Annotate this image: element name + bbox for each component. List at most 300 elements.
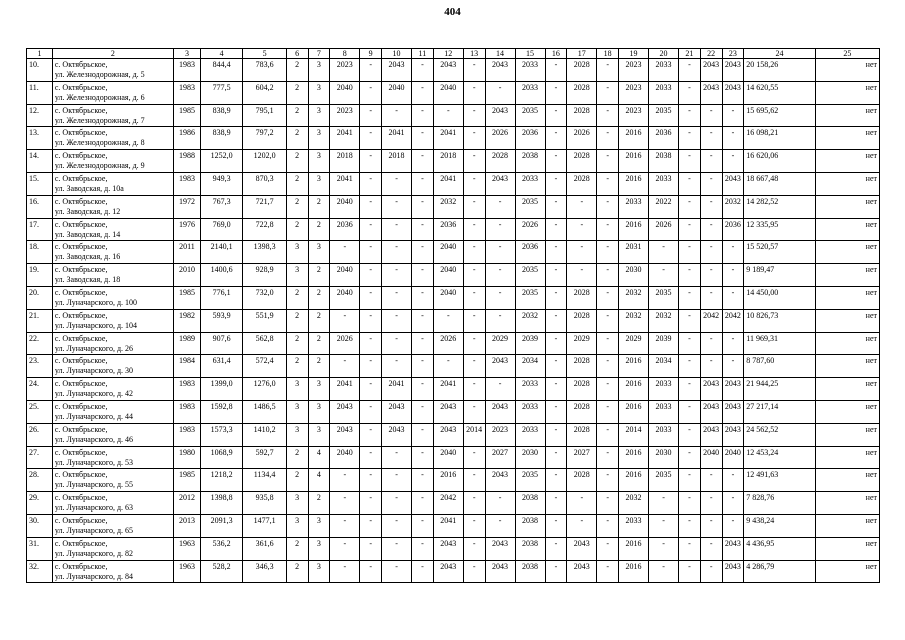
data-cell: нет <box>815 81 879 104</box>
data-cell: 3 <box>308 150 330 173</box>
address-line-1: с. Октябрьское, <box>54 128 108 138</box>
data-cell: 2035 <box>515 195 545 218</box>
data-cell: - <box>722 514 744 537</box>
data-cell: 2023 <box>619 81 649 104</box>
data-cell: 2039 <box>515 332 545 355</box>
data-cell: 3 <box>308 514 330 537</box>
data-cell: 721,7 <box>243 195 286 218</box>
address-line-2: ул. Железнодорожная, д. 6 <box>54 92 145 102</box>
data-cell: 2010 <box>173 264 200 287</box>
data-cell: - <box>597 264 619 287</box>
table-row <box>27 309 880 332</box>
data-cell: 2016 <box>619 150 649 173</box>
data-cell: 2041 <box>330 172 360 195</box>
data-cell: 9 438,24 <box>744 514 815 537</box>
housing-repair-table <box>26 48 880 583</box>
data-cell: - <box>700 560 722 583</box>
data-cell: 1963 <box>173 537 200 560</box>
data-cell: 2034 <box>515 355 545 378</box>
data-cell: - <box>649 514 679 537</box>
data-cell: - <box>679 195 701 218</box>
data-cell: 528,2 <box>200 560 242 583</box>
data-cell: 2043 <box>330 400 360 423</box>
data-cell: 604,2 <box>243 81 286 104</box>
address-cell <box>52 560 173 583</box>
data-cell: 12 335,95 <box>744 218 815 241</box>
data-cell: 2043 <box>567 560 597 583</box>
data-cell: 2041 <box>433 127 463 150</box>
address-cell <box>52 127 173 150</box>
data-cell: - <box>722 355 744 378</box>
address-line-2: ул. Луначарского, д. 53 <box>54 457 134 467</box>
data-cell: 2 <box>286 309 308 332</box>
column-header: 5 <box>243 49 286 59</box>
data-cell: - <box>382 241 412 264</box>
data-cell: - <box>330 492 360 515</box>
data-cell: 593,9 <box>200 309 242 332</box>
column-header: 6 <box>286 49 308 59</box>
data-cell: - <box>567 218 597 241</box>
address-line-2: ул. Железнодорожная, д. 9 <box>54 161 145 171</box>
data-cell: - <box>597 59 619 82</box>
data-cell: 2 <box>286 446 308 469</box>
data-cell: 15 695,62 <box>744 104 815 127</box>
data-cell: 2016 <box>619 378 649 401</box>
data-cell: - <box>360 150 382 173</box>
address-line-2: ул. Заводская, д. 16 <box>54 252 121 262</box>
data-cell: - <box>360 241 382 264</box>
data-cell: 2014 <box>463 423 485 446</box>
data-cell: - <box>700 492 722 515</box>
data-cell: - <box>463 560 485 583</box>
data-cell: 3 <box>308 241 330 264</box>
data-cell: 2028 <box>567 469 597 492</box>
data-cell: 2028 <box>567 81 597 104</box>
data-cell: - <box>597 218 619 241</box>
data-cell: - <box>485 195 515 218</box>
data-cell: - <box>360 378 382 401</box>
data-cell: 2041 <box>330 127 360 150</box>
data-cell: 631,4 <box>200 355 242 378</box>
address-line-1: с. Октябрьское, <box>54 196 108 206</box>
data-cell: - <box>485 309 515 332</box>
data-cell: - <box>679 400 701 423</box>
column-header: 20 <box>649 49 679 59</box>
data-cell: 3 <box>308 560 330 583</box>
data-cell: - <box>360 514 382 537</box>
address-cell <box>52 537 173 560</box>
data-cell: - <box>722 241 744 264</box>
data-cell: - <box>679 172 701 195</box>
data-cell: - <box>360 332 382 355</box>
column-header: 8 <box>330 49 360 59</box>
data-cell: 2023 <box>619 59 649 82</box>
data-cell: 2014 <box>619 423 649 446</box>
table-row <box>27 127 880 150</box>
data-cell: 949,3 <box>200 172 242 195</box>
data-cell: - <box>700 127 722 150</box>
data-cell: - <box>722 469 744 492</box>
data-cell: 2041 <box>433 378 463 401</box>
column-header: 7 <box>308 49 330 59</box>
data-cell: - <box>545 400 567 423</box>
address-line-1: с. Октябрьское, <box>54 538 108 548</box>
data-cell: - <box>463 81 485 104</box>
data-cell: - <box>412 400 434 423</box>
data-cell: - <box>700 104 722 127</box>
data-cell: 2016 <box>619 127 649 150</box>
data-cell: - <box>330 309 360 332</box>
data-cell: 2043 <box>433 560 463 583</box>
data-cell: 2035 <box>649 469 679 492</box>
data-cell: - <box>545 332 567 355</box>
data-cell: - <box>679 81 701 104</box>
address-cell <box>52 469 173 492</box>
data-cell: 2036 <box>722 218 744 241</box>
data-cell: 15 520,57 <box>744 241 815 264</box>
table-row <box>27 446 880 469</box>
data-cell: - <box>382 560 412 583</box>
data-cell: - <box>360 355 382 378</box>
row-number: 14. <box>27 150 53 173</box>
row-number: 25. <box>27 400 53 423</box>
data-cell: - <box>382 309 412 332</box>
data-cell: - <box>545 172 567 195</box>
address-line-1: с. Октябрьское, <box>54 561 108 571</box>
data-cell: - <box>412 378 434 401</box>
data-cell: 2042 <box>433 492 463 515</box>
data-cell: 777,5 <box>200 81 242 104</box>
data-cell: - <box>463 150 485 173</box>
data-cell: нет <box>815 355 879 378</box>
data-cell: 2032 <box>722 195 744 218</box>
data-cell: 2043 <box>485 355 515 378</box>
data-cell: 2043 <box>700 400 722 423</box>
data-cell: 2035 <box>649 104 679 127</box>
data-cell: 14 282,52 <box>744 195 815 218</box>
column-header: 1 <box>27 49 53 59</box>
data-cell: - <box>485 81 515 104</box>
data-cell: 2040 <box>382 81 412 104</box>
data-cell: 2 <box>308 332 330 355</box>
data-cell: 1985 <box>173 104 200 127</box>
address-cell <box>52 423 173 446</box>
data-cell: 1984 <box>173 355 200 378</box>
data-cell: 1573,3 <box>200 423 242 446</box>
data-cell: 1398,8 <box>200 492 242 515</box>
data-cell: - <box>412 150 434 173</box>
data-cell: 722,8 <box>243 218 286 241</box>
data-cell: 536,2 <box>200 537 242 560</box>
data-cell: 2016 <box>619 172 649 195</box>
data-cell: - <box>679 127 701 150</box>
data-cell: 2042 <box>700 309 722 332</box>
address-line-2: ул. Луначарского, д. 55 <box>54 480 134 490</box>
data-cell: 4 <box>308 446 330 469</box>
data-cell: 2016 <box>619 400 649 423</box>
data-cell: 2023 <box>330 59 360 82</box>
data-cell: - <box>485 286 515 309</box>
data-cell: 2 <box>308 195 330 218</box>
data-cell: 2041 <box>382 127 412 150</box>
address-line-1: с. Октябрьское, <box>54 401 108 411</box>
data-cell: - <box>567 492 597 515</box>
data-cell: 2 <box>286 104 308 127</box>
data-cell: 2028 <box>567 150 597 173</box>
data-cell: 2028 <box>567 378 597 401</box>
data-cell: 2038 <box>515 514 545 537</box>
data-cell: - <box>433 104 463 127</box>
data-cell: - <box>463 59 485 82</box>
data-cell: 2039 <box>649 332 679 355</box>
data-cell: - <box>649 241 679 264</box>
data-cell: 2032 <box>433 195 463 218</box>
row-number: 17. <box>27 218 53 241</box>
row-number: 19. <box>27 264 53 287</box>
data-cell: - <box>545 81 567 104</box>
address-line-1: с. Октябрьское, <box>54 310 108 320</box>
data-cell: - <box>412 241 434 264</box>
data-cell: - <box>463 378 485 401</box>
data-cell: 8 787,60 <box>744 355 815 378</box>
data-cell: 2032 <box>515 309 545 332</box>
data-cell: 2140,1 <box>200 241 242 264</box>
data-cell: 2033 <box>515 400 545 423</box>
data-cell: - <box>679 560 701 583</box>
data-cell: - <box>700 172 722 195</box>
data-cell: нет <box>815 537 879 560</box>
address-line-2: ул. Луначарского, д. 82 <box>54 548 134 558</box>
data-cell: 2 <box>308 218 330 241</box>
data-cell: 1218,2 <box>200 469 242 492</box>
data-cell: 2016 <box>619 537 649 560</box>
address-line-1: с. Октябрьское, <box>54 242 108 252</box>
address-line-2: ул. Заводская, д. 10а <box>54 183 124 193</box>
data-cell: 16 098,21 <box>744 127 815 150</box>
address-line-2: ул. Луначарского, д. 30 <box>54 366 134 376</box>
data-cell: - <box>597 492 619 515</box>
data-cell: 21 944,25 <box>744 378 815 401</box>
data-cell: - <box>722 286 744 309</box>
data-cell: 3 <box>286 423 308 446</box>
table-row <box>27 514 880 537</box>
data-cell: 2034 <box>649 355 679 378</box>
data-cell: 2035 <box>515 286 545 309</box>
data-cell: 2041 <box>330 378 360 401</box>
data-cell: 2043 <box>722 560 744 583</box>
address-line-1: с. Октябрьское, <box>54 265 108 275</box>
column-header: 3 <box>173 49 200 59</box>
data-cell: 2018 <box>433 150 463 173</box>
data-cell: 2016 <box>619 560 649 583</box>
data-cell: 2043 <box>722 172 744 195</box>
data-cell: - <box>360 446 382 469</box>
data-cell: - <box>330 537 360 560</box>
data-cell: 4 286,79 <box>744 560 815 583</box>
data-cell: 2043 <box>382 423 412 446</box>
data-cell: - <box>412 423 434 446</box>
data-cell: 844,4 <box>200 59 242 82</box>
data-cell: 1985 <box>173 469 200 492</box>
data-cell: 2043 <box>485 59 515 82</box>
data-cell: нет <box>815 332 879 355</box>
data-cell: 18 667,48 <box>744 172 815 195</box>
data-cell: 1988 <box>173 150 200 173</box>
data-cell: 2036 <box>433 218 463 241</box>
data-cell: - <box>360 492 382 515</box>
data-cell: 2026 <box>515 218 545 241</box>
data-cell: - <box>463 537 485 560</box>
data-cell: 2042 <box>722 309 744 332</box>
data-cell: - <box>485 492 515 515</box>
data-cell: - <box>412 492 434 515</box>
data-cell: 2 <box>286 332 308 355</box>
data-cell: 2043 <box>700 59 722 82</box>
column-number-header-row <box>27 49 880 59</box>
data-cell: - <box>700 537 722 560</box>
data-cell: 3 <box>308 172 330 195</box>
data-cell: 2040 <box>330 81 360 104</box>
data-cell: 2033 <box>649 172 679 195</box>
data-cell: 2043 <box>485 560 515 583</box>
address-cell <box>52 264 173 287</box>
data-cell: - <box>679 492 701 515</box>
address-line-1: с. Октябрьское, <box>54 151 108 161</box>
data-cell: - <box>722 264 744 287</box>
data-cell: - <box>545 469 567 492</box>
data-cell: - <box>463 286 485 309</box>
data-cell: 2028 <box>485 150 515 173</box>
data-cell: 767,3 <box>200 195 242 218</box>
data-cell: - <box>649 560 679 583</box>
row-number: 13. <box>27 127 53 150</box>
data-cell: - <box>597 560 619 583</box>
data-cell: - <box>545 560 567 583</box>
address-line-2: ул. Луначарского, д. 26 <box>54 343 134 353</box>
address-line-2: ул. Луначарского, д. 84 <box>54 571 134 581</box>
data-cell: - <box>722 150 744 173</box>
data-cell: - <box>330 514 360 537</box>
data-cell: 2043 <box>485 172 515 195</box>
data-cell: 1486,5 <box>243 400 286 423</box>
address-line-1: с. Октябрьское, <box>54 333 108 343</box>
data-cell: нет <box>815 150 879 173</box>
table-row <box>27 492 880 515</box>
data-cell: 2018 <box>330 150 360 173</box>
data-cell: 2036 <box>330 218 360 241</box>
data-cell: - <box>433 309 463 332</box>
data-cell: - <box>700 264 722 287</box>
address-line-2: ул. Луначарского, д. 44 <box>54 411 134 421</box>
data-cell: 2032 <box>649 309 679 332</box>
data-cell: 2 <box>308 309 330 332</box>
data-cell: 1985 <box>173 286 200 309</box>
data-cell: - <box>597 286 619 309</box>
data-cell: - <box>382 264 412 287</box>
data-cell: 2040 <box>330 446 360 469</box>
data-cell: 2043 <box>567 537 597 560</box>
data-cell: 2013 <box>173 514 200 537</box>
data-cell: 2040 <box>433 264 463 287</box>
data-cell: - <box>463 492 485 515</box>
data-cell: - <box>412 446 434 469</box>
data-cell: 9 189,47 <box>744 264 815 287</box>
data-cell: 572,4 <box>243 355 286 378</box>
data-cell: 1983 <box>173 59 200 82</box>
data-cell: - <box>412 59 434 82</box>
data-cell: 2043 <box>330 423 360 446</box>
column-header: 17 <box>567 49 597 59</box>
data-cell: 2033 <box>515 81 545 104</box>
data-cell: 2030 <box>515 446 545 469</box>
data-cell: 2 <box>286 469 308 492</box>
table-row <box>27 172 880 195</box>
data-cell: 1134,4 <box>243 469 286 492</box>
data-cell: - <box>649 492 679 515</box>
data-cell: - <box>412 218 434 241</box>
data-cell: 1972 <box>173 195 200 218</box>
data-cell: - <box>382 469 412 492</box>
address-line-2: ул. Заводская, д. 18 <box>54 275 121 285</box>
data-cell: нет <box>815 264 879 287</box>
data-cell: 2028 <box>567 423 597 446</box>
data-cell: - <box>412 332 434 355</box>
address-cell <box>52 378 173 401</box>
address-cell <box>52 150 173 173</box>
table-row <box>27 195 880 218</box>
address-cell <box>52 218 173 241</box>
data-cell: - <box>330 469 360 492</box>
data-cell: - <box>412 309 434 332</box>
data-cell: - <box>545 104 567 127</box>
table-row <box>27 218 880 241</box>
data-cell: - <box>649 264 679 287</box>
data-cell: 3 <box>286 264 308 287</box>
data-cell: - <box>412 355 434 378</box>
data-cell: 2043 <box>700 81 722 104</box>
data-cell: 2023 <box>619 104 649 127</box>
data-cell: - <box>567 241 597 264</box>
data-cell: 1989 <box>173 332 200 355</box>
address-line-2: ул. Железнодорожная, д. 8 <box>54 138 145 148</box>
data-cell: 2040 <box>433 446 463 469</box>
row-number: 12. <box>27 104 53 127</box>
row-number: 15. <box>27 172 53 195</box>
data-cell: 838,9 <box>200 104 242 127</box>
data-cell: - <box>485 241 515 264</box>
data-cell: 2032 <box>619 286 649 309</box>
data-cell: - <box>567 514 597 537</box>
column-header: 21 <box>679 49 701 59</box>
row-number: 22. <box>27 332 53 355</box>
row-number: 11. <box>27 81 53 104</box>
data-cell: - <box>360 537 382 560</box>
data-cell: - <box>597 400 619 423</box>
data-cell: - <box>463 264 485 287</box>
column-header: 10 <box>382 49 412 59</box>
data-cell: - <box>700 286 722 309</box>
column-header: 12 <box>433 49 463 59</box>
column-header: 11 <box>412 49 434 59</box>
data-cell: - <box>597 172 619 195</box>
data-cell: 14 450,00 <box>744 286 815 309</box>
data-cell: 2033 <box>649 378 679 401</box>
data-cell: 2027 <box>567 446 597 469</box>
data-cell: - <box>330 241 360 264</box>
data-cell: - <box>597 537 619 560</box>
data-cell: 4 <box>308 469 330 492</box>
data-cell: 2040 <box>330 195 360 218</box>
